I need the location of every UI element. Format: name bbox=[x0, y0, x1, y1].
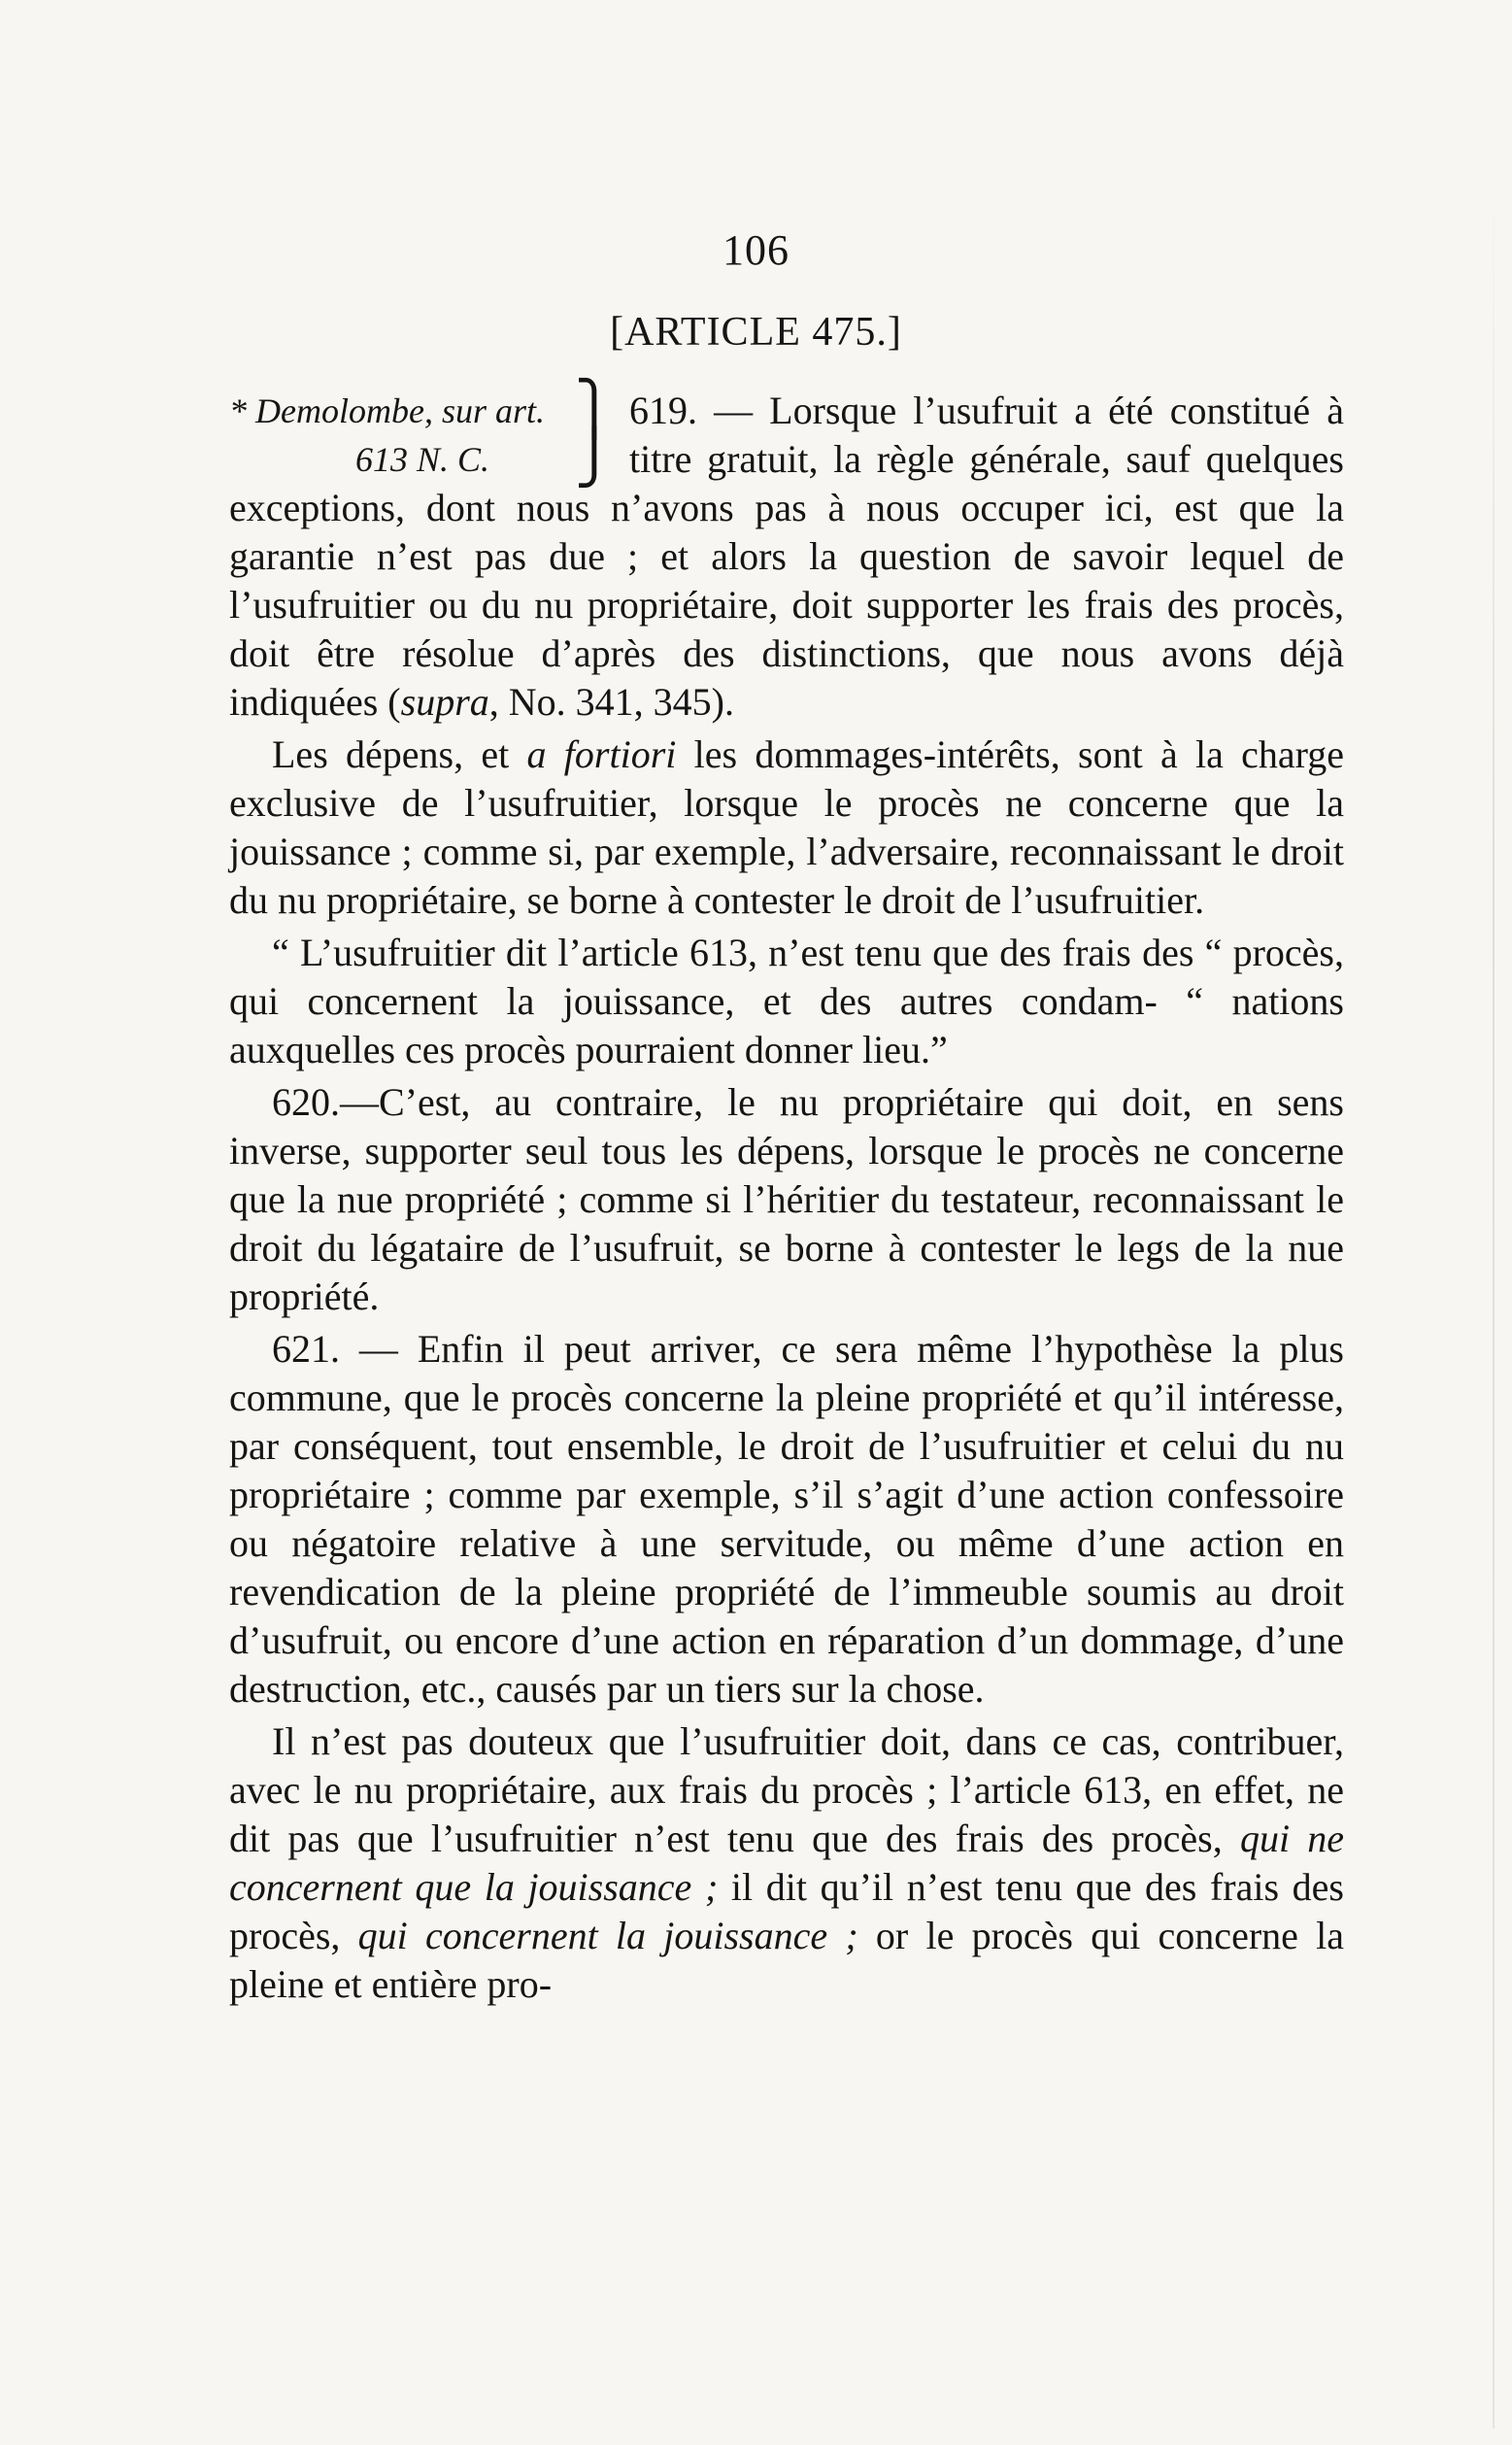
article-heading: [ARTICLE 475.] bbox=[610, 310, 902, 355]
paragraph bbox=[229, 1717, 1344, 2009]
paragraph bbox=[229, 730, 1344, 925]
text-run: 621. — Enfin il peut arriver, ce sera même l’hypothèse la plus commune, que le procès concerne la pleine propriété et qu’il intéresse, par conséquent, tout ensemble, le droit de l’usufruitier et celui du nu propriétaire ; comme par exemple, s’il s’agit d’une action confessoire ou négatoire relative à une servitude, ou même d’une action en revendication de la pleine propriété de l’immeuble soumis au droit d’usufruit, ou encore d’une action en réparation d’un dommage, d’une destruction, etc., causés par un tiers sur la chose. bbox=[229, 1327, 1344, 1711]
brace-icon: ⎫ ⎭ bbox=[574, 380, 614, 487]
text-run: “ L’usufruitier dit l’article 613, n’est tenu que des frais des “ procès, qui concernent la jouissance, et des autres condam- “ nations auxquelles ces procès pourraient donner lieu.” bbox=[229, 931, 1344, 1071]
sidenote-line-1: * Demolombe, sur art. bbox=[229, 391, 545, 430]
page-number: 106 bbox=[722, 226, 790, 274]
paragraph bbox=[229, 1325, 1344, 1714]
italic-text: qui ne concernent que la jouissance ; bbox=[229, 1817, 1344, 1909]
paragraph-list bbox=[229, 380, 1345, 2009]
italic-text: supra bbox=[400, 680, 489, 724]
text-run: 620.—C’est, au contraire, le nu propriétaire qui doit, en sens inverse, supporter seul tous les dépens, lorsque le procès ne concerne que la nue propriété ; comme si l’héritier du testateur, reconnaissant le droit du légataire de l’usufruit, se borne à contester le legs de la nue propriété. bbox=[229, 1080, 1344, 1318]
text-run: les dommages-intérêts, sont à la charge exclusive de l’usufruitier, lorsque le procès ne concerne que la jouissance ; comme si, par exemple, l’adversaire, reconnaissant le droit du nu propriétaire, se borne à contester le droit de l’usufruitier. bbox=[229, 732, 1345, 922]
text-run: 619. — Lorsque l’usufruit a été constitué à titre gratuit, la règle générale, sauf quelques exceptions, dont nous n’avons pas à nous occuper ici, est que la garantie n’est pas due ; et alors la question de savoir lequel de l’usufruitier ou du nu propriétaire, doit supporter les frais des procès, doit être résolue d’après des distinctions, que nous avons déjà indiquées ( bbox=[229, 389, 1344, 724]
text-run: Les dépens, et bbox=[272, 732, 527, 776]
margin-reference-note bbox=[229, 380, 618, 487]
body-text bbox=[229, 380, 1345, 2013]
paragraph bbox=[229, 1078, 1344, 1321]
text-run: or le procès qui concerne la pleine et entière pro- bbox=[229, 1914, 1344, 2006]
italic-text: qui concernent la jouissance ; bbox=[357, 1914, 858, 1957]
text-run: , No. 341, 345). bbox=[488, 680, 734, 724]
sidenote-line-2: 613 N. C. bbox=[355, 440, 490, 479]
italic-text: a fortiori bbox=[526, 732, 677, 776]
page-edge-shadow bbox=[1493, 175, 1495, 2428]
text-run: Il n’est pas douteux que l’usufruitier doit, dans ce cas, contribuer, avec le nu propriétaire, aux frais du procès ; l’article 613, en effet, ne dit pas que l’usufruitier n’est tenu que des frais des procès, bbox=[229, 1719, 1344, 1860]
text-run: il dit qu’il n’est tenu que des frais des procès, bbox=[229, 1865, 1345, 1957]
paragraph bbox=[229, 929, 1344, 1074]
